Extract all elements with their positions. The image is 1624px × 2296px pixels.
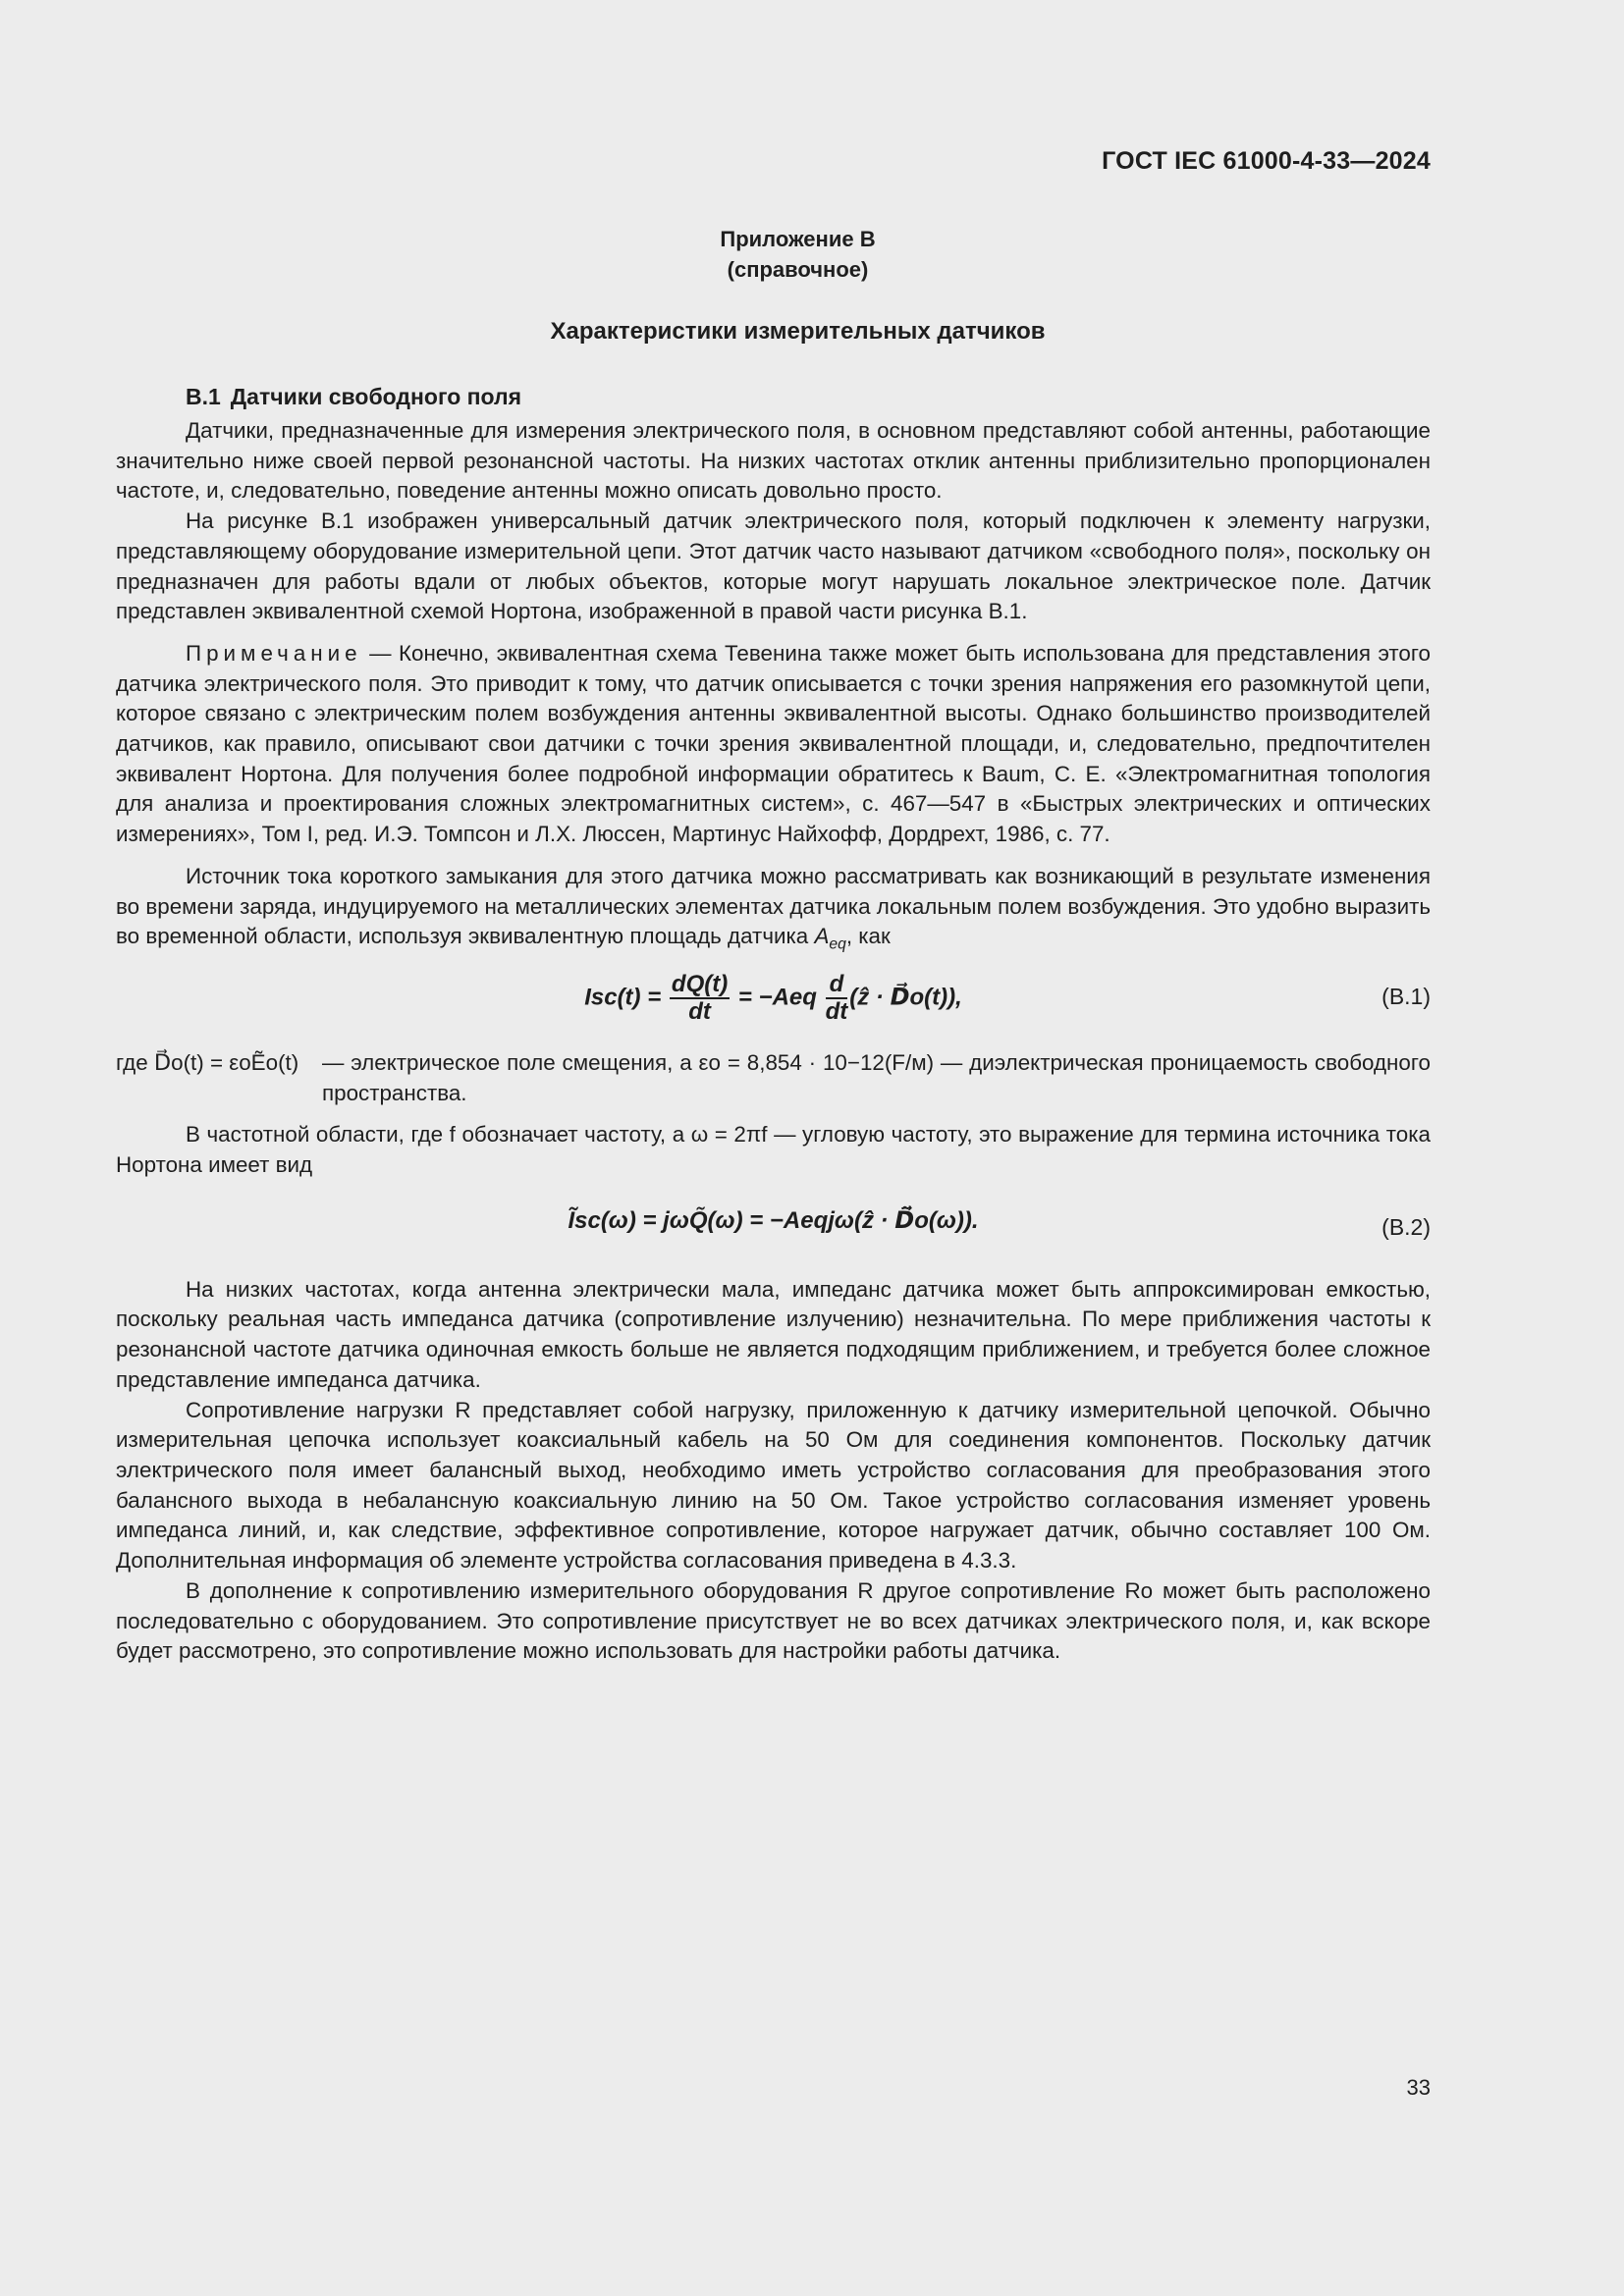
equation-b2 xyxy=(116,1193,1431,1275)
fraction-d-dt xyxy=(826,972,848,1025)
equation-b2-expression: Ĩsc(ω) = jωQ̃(ω) = −Aeqjω(ẑ · D̃⃗o(ω)). xyxy=(568,1206,979,1234)
page-number: 33 xyxy=(1406,2075,1431,2100)
appendix-title: Приложение В xyxy=(720,227,876,251)
page-content xyxy=(116,224,1431,1667)
document-code: ГОСТ IEC 61000-4-33—2024 xyxy=(1102,147,1431,175)
equation-b1-middle: = −Aeq xyxy=(731,984,824,1011)
equation-b2-label: (В.2) xyxy=(1381,1213,1431,1240)
fraction-denominator: dt xyxy=(688,997,711,1025)
where-definition: где D⃗o(t) = εoẼo(t) xyxy=(116,1049,299,1075)
paragraph-3-text: Источник тока короткого замыкания для этого датчика можно рассматривать как возникающий в результате изменения во времени заряда, индуцируемого на металлических элементах датчика локальным полем возбуждения. Это удобно выразить во временной области, используя эквивалентную площадь датчика xyxy=(116,863,1431,949)
paragraph-1: Датчики, предназначенные для измерения электрического поля, в основном представляют собой антенны, работающие значительно ниже своей первой резонансной частоты. На низких частотах отклик антенны приблизительно пропорционален частоте, и, следовательно, поведение антенны можно описать довольно просто. xyxy=(116,418,1431,504)
equation-b1 xyxy=(116,966,1431,1042)
paragraph-2: На рисунке В.1 изображен универсальный датчик электрического поля, который подключен к элементу нагрузки, представляющему оборудование измерительной цепи. Этот датчик часто называют датчиком «свободного поля», поскольку он предназначен для работы вдали от любых объектов, которые могут нарушать локальное электрическое поле. Датчик представлен эквивалентной схемой Нортона, изображенной в правой части рисунка В.1. xyxy=(116,508,1431,624)
equation-b1-expression xyxy=(116,972,1431,1025)
where-explanation: — электрическое поле смещения, а εo = 8,854 · 10−12(F/м) — диэлектрическая проницаемость свободного пространства. xyxy=(322,1049,1431,1105)
fraction-denominator: dt xyxy=(825,997,848,1025)
subsection-heading xyxy=(186,384,1431,410)
where-clause xyxy=(116,1048,1431,1108)
fraction-numerator: dQ(t) xyxy=(671,970,729,997)
paragraph-3-end: , как xyxy=(845,924,891,949)
note-label: Примечание xyxy=(186,640,362,666)
note-text: — Конечно, эквивалентная схема Тевенина также может быть использована для представления этого датчика электрического поля. Это приводит к тому, что датчик описывается с точки зрения напряжения его разомкнутой цепи, которое связано с электрическим полем возбуждения антенны эквивалентной высоты. Однако большинство производителей датчиков, как правило, описывают свои датчики с точки зрения эквивалентной площади, и, следовательно, предпочтителен эквивалент Нортона. Для получения более подробной информации обратитесь к Baum, C. E. «Электромагнитная топология для анализа и проектирования сложных электромагнитных систем», с. 467—547 в «Быстрых электрических и оптических измерениях», Том I, ред. И.Э. Томпсон и Л.Х. Люссен, Мартинус Найхофф, Дордрехт, 1986, с. 77. xyxy=(116,640,1431,847)
paragraph-5: На низких частотах, когда антенна электрически мала, импеданс датчика может быть аппроксимирован емкостью, поскольку реальная часть импеданса датчика (сопротивление излучению) незначительна. По мере приближения частоты к резонансной частоте датчика одиночная емкость больше не является подходящим приближением, и требуется более сложное представление импеданса датчика. xyxy=(116,1276,1431,1392)
paragraph-7: В дополнение к сопротивлению измерительного оборудования R другое сопротивление Ro может быть расположено последовательно с оборудованием. Это сопротивление присутствует не во всех датчиках электрического поля, и, как вскоре будет рассмотрено, это сопротивление можно использовать для настройки работы датчика. xyxy=(116,1577,1431,1664)
area-subscript: eq xyxy=(829,935,846,953)
paragraph-6: Сопротивление нагрузки R представляет собой нагрузку, приложенную к датчику измерительной цепочкой. Обычно измерительная цепочка использует коаксиальный кабель на 50 Ом для соединения компонентов. Поскольку датчик электрического поля имеет балансный выход, необходимо иметь устройство согласования для преобразования этого балансного выхода в небалансную коаксиальную линию на 50 Ом. Такое устройство согласования изменяет уровень импеданса линий, и, как следствие, эффективное сопротивление, которое нагружает датчик, обычно составляет 100 Ом. Дополнительная информация об элементе устройства согласования приведена в 4.3.3. xyxy=(116,1397,1431,1574)
subsection-number: В.1 xyxy=(186,384,221,409)
appendix-type: (справочное) xyxy=(727,257,869,282)
paragraph-3 xyxy=(116,862,1431,952)
fraction-numerator: d xyxy=(826,972,848,999)
paragraph-4: В частотной области, где f обозначает частоту, а ω = 2πf — угловую частоту, это выражение для термина источника тока Нортона имеет вид xyxy=(116,1122,1431,1178)
fraction-dq-dt xyxy=(670,972,730,1025)
section-heading: Характеристики измерительных датчиков xyxy=(550,318,1046,345)
note-paragraph xyxy=(116,639,1431,850)
equation-b1-rhs: (ẑ · D⃗o(t)), xyxy=(849,984,962,1011)
equation-b1-label: (В.1) xyxy=(1381,983,1431,1009)
equation-b1-lhs: Isc(t) = xyxy=(584,984,668,1011)
subsection-title: Датчики свободного поля xyxy=(230,384,522,409)
area-variable: A xyxy=(814,924,830,949)
